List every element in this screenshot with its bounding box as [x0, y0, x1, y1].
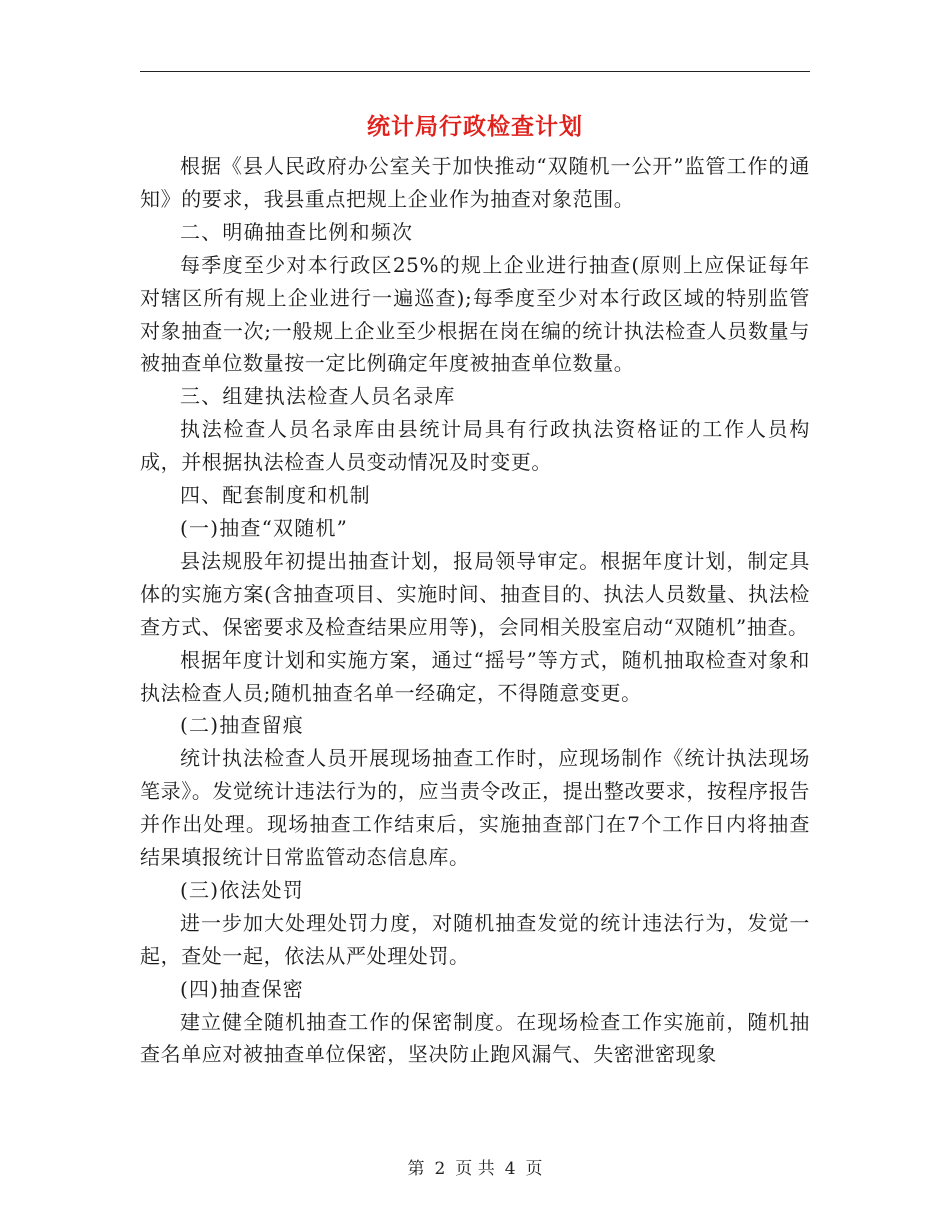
paragraph-penalty: 进一步加大处理处罚力度，对随机抽查发觉的统计违法行为，发觉一起，查处一起，依法从严处理处罚。 — [140, 910, 810, 968]
paragraph-ratio: 每季度至少对本行政区25%的规上企业进行抽查(原则上应保证每年对辖区所有规上企业进行一遍巡查);每季度至少对本行政区域的特别监管对象抽查一次;一般规上企业至少根据在岗在编的统计执法检查人员数量与被抽查单位数量按一定比例确定年度被抽查单位数量。 — [140, 252, 810, 376]
paragraph-intro: 根据《县人民政府办公室关于加快推动“双随机一公开”监管工作的通知》的要求，我县重点把规上企业作为抽查对象范围。 — [140, 154, 810, 211]
footer-prefix: 第 — [407, 1159, 425, 1179]
subsection-heading-1: (一)抽查“双随机” — [180, 515, 349, 540]
subsection-heading-2: (二)抽查留痕 — [180, 713, 305, 738]
document-body — [140, 150, 810, 1071]
page-footer — [0, 1154, 950, 1179]
footer-suffix: 页 — [525, 1159, 543, 1179]
paragraph-lottery: 根据年度计划和实施方案，通过“摇号”等方式，随机抽取检查对象和执法检查人员;随机抽查名单一经确定，不得随意变更。 — [140, 647, 810, 705]
footer-mid: 页 共 — [455, 1159, 495, 1179]
footer-page-number: 2 — [434, 1159, 446, 1179]
footer-total-pages: 4 — [504, 1159, 516, 1179]
section-heading-4: 四、配套制度和机制 — [180, 483, 371, 508]
paragraph-record: 统计执法检查人员开展现场抽查工作时，应现场制作《统计执法现场笔录》。发觉统计违法行为的，应当责令改正，提出整改要求，按程序报告并作出处理。现场抽查工作结束后，实施抽查部门在7个工作日内将抽查结果填报统计日常监管动态信息库。 — [140, 746, 810, 870]
paragraph-confidential: 建立健全随机抽查工作的保密制度。在现场检查工作实施前，随机抽查名单应对被抽查单位保密，坚决防止跑风漏气、失密泄密现象 — [140, 1009, 810, 1067]
subsection-heading-3: (三)依法处罚 — [180, 877, 305, 902]
section-heading-2: 二、明确抽查比例和频次 — [180, 219, 414, 244]
header-rule — [140, 71, 810, 72]
paragraph-plan: 县法规股年初提出抽查计划，报局领导审定。根据年度计划，制定具体的实施方案(含抽查项目、实施时间、抽查目的、执法人员数量、执法检查方式、保密要求及检查结果应用等)，会同相关股室启动“双随机”抽查。 — [140, 548, 810, 639]
document-title: 统计局行政检查计划 — [367, 113, 583, 140]
subsection-heading-4: (四)抽查保密 — [180, 976, 305, 1001]
paragraph-roster: 执法检查人员名录库由县统计局具有行政执法资格证的工作人员构成，并根据执法检查人员变动情况及时变更。 — [140, 417, 810, 475]
section-heading-3: 三、组建执法检查人员名录库 — [180, 384, 456, 409]
